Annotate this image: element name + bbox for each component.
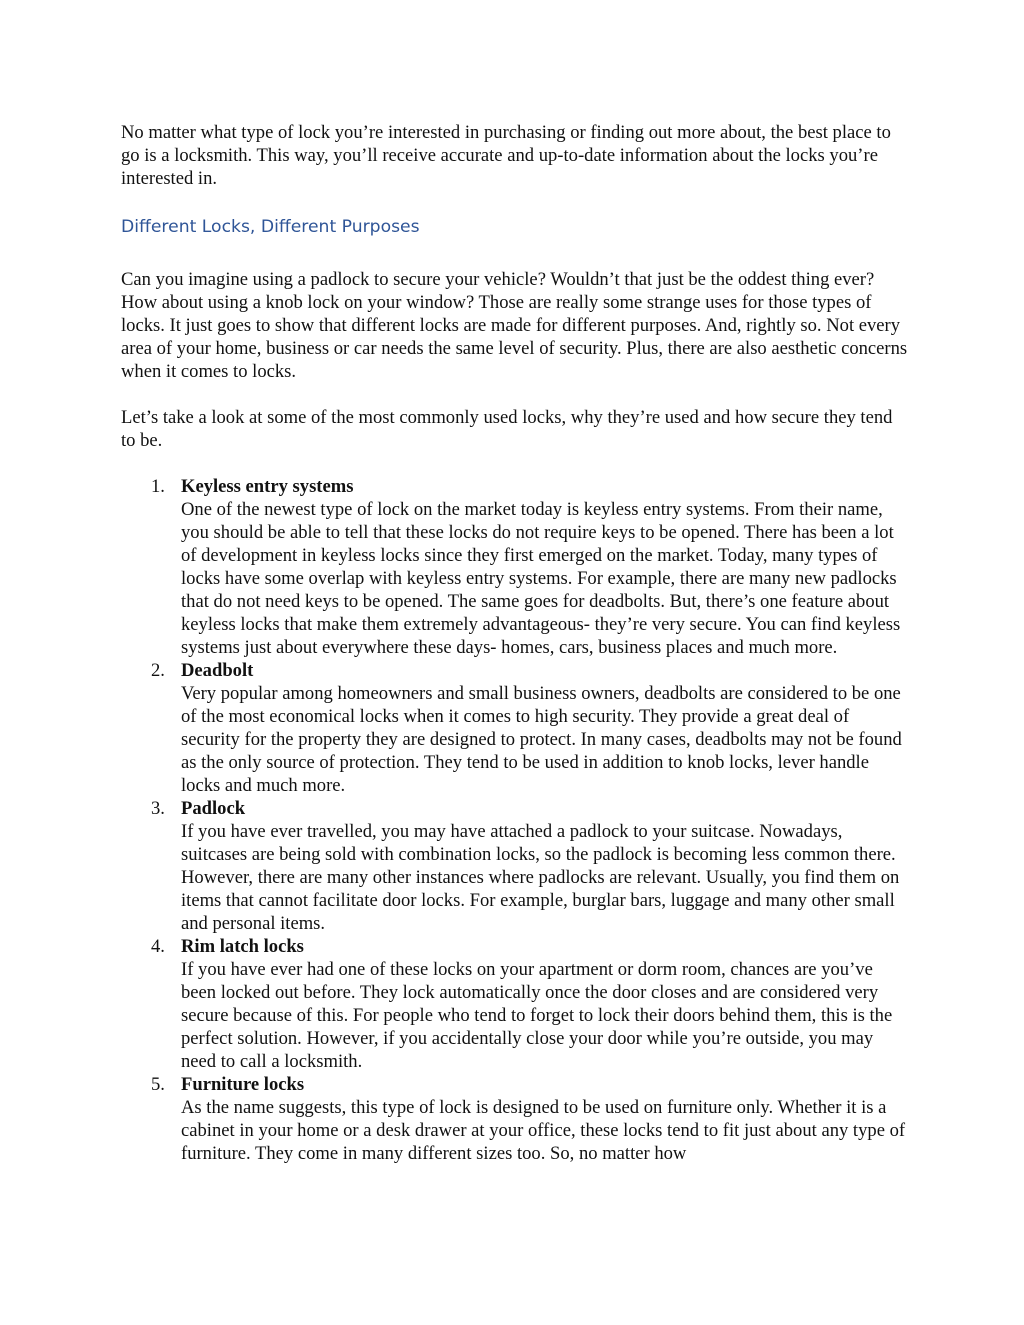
lock-types-list bbox=[121, 475, 911, 1165]
section-heading: Different Locks, Different Purposes bbox=[121, 217, 420, 237]
list-item-rim-latch bbox=[121, 935, 911, 1073]
list-item-furniture bbox=[121, 1073, 911, 1165]
list-item-title: Padlock bbox=[181, 798, 246, 819]
list-item-title: Deadbolt bbox=[181, 660, 254, 681]
list-number: 3. bbox=[151, 798, 165, 819]
list-number: 5. bbox=[151, 1074, 165, 1095]
list-item-text: If you have ever travelled, you may have attached a padlock to your suitcase. Nowadays, suitcases are being sold with combination locks, so the padlock is becoming less common there. However, there are many other instances where padlocks are relevant. Usually, you find them on items that cannot facilitate door locks. For example, burglar bars, luggage and many other small and personal items. bbox=[181, 821, 900, 934]
list-item-text: One of the newest type of lock on the market today is keyless entry systems. From their name, you should be able to tell that these locks do not require keys to be opened. There has been a lot of development in keyless locks since they first emerged on the market. Today, many types of locks have some overlap with keyless entry systems. For example, there are many new padlocks that do not need keys to be opened. The same goes for deadbolts. But, there’s one feature about keyless locks that make them extremely advantageous- they’re very secure. You can find keyless systems just about everywhere these days- homes, cars, business places and much more. bbox=[181, 499, 901, 658]
list-item-title: Keyless entry systems bbox=[181, 476, 354, 497]
list-number: 4. bbox=[151, 936, 165, 957]
body-paragraph-2: Let’s take a look at some of the most commonly used locks, why they’re used and how secure they tend to be. bbox=[121, 407, 893, 451]
list-item-text: If you have ever had one of these locks on your apartment or dorm room, chances are you’ve been locked out before. They lock automatically once the door closes and are considered very secure because of this. For people who tend to forget to lock their doors behind them, this is the perfect solution. However, if you accidentally close your door while you’re outside, you may need to call a locksmith. bbox=[181, 959, 893, 1072]
document-body bbox=[121, 121, 911, 1165]
list-item-title: Furniture locks bbox=[181, 1074, 305, 1095]
list-item-keyless bbox=[121, 475, 911, 659]
list-number: 1. bbox=[151, 476, 165, 497]
intro-paragraph: No matter what type of lock you’re interested in purchasing or finding out more about, the best place to go is a locksmith. This way, you’ll receive accurate and up-to-date information about the locks you’re interested in. bbox=[121, 122, 891, 189]
list-item-padlock bbox=[121, 797, 911, 935]
list-item-deadbolt bbox=[121, 659, 911, 797]
list-number: 2. bbox=[151, 660, 165, 681]
body-paragraph-1: Can you imagine using a padlock to secure your vehicle? Wouldn’t that just be the oddest thing ever? How about using a knob lock on your window? Those are really some strange uses for those types of locks. It just goes to show that different locks are made for different purposes. And, rightly so. Not every area of your home, business or car needs the same level of security. Plus, there are also aesthetic concerns when it comes to locks. bbox=[121, 269, 908, 382]
list-item-text: As the name suggests, this type of lock is designed to be used on furniture only. Whether it is a cabinet in your home or a desk drawer at your office, these locks tend to fit just about any type of furniture. They come in many different sizes too. So, no matter how bbox=[181, 1097, 906, 1164]
list-item-text: Very popular among homeowners and small business owners, deadbolts are considered to be one of the most economical locks when it comes to high security. They provide a great deal of security for the property they are designed to protect. In many cases, deadbolts may not be found as the only source of protection. They tend to be used in addition to knob locks, lever handle locks and much more. bbox=[181, 683, 902, 796]
list-item-title: Rim latch locks bbox=[181, 936, 304, 957]
